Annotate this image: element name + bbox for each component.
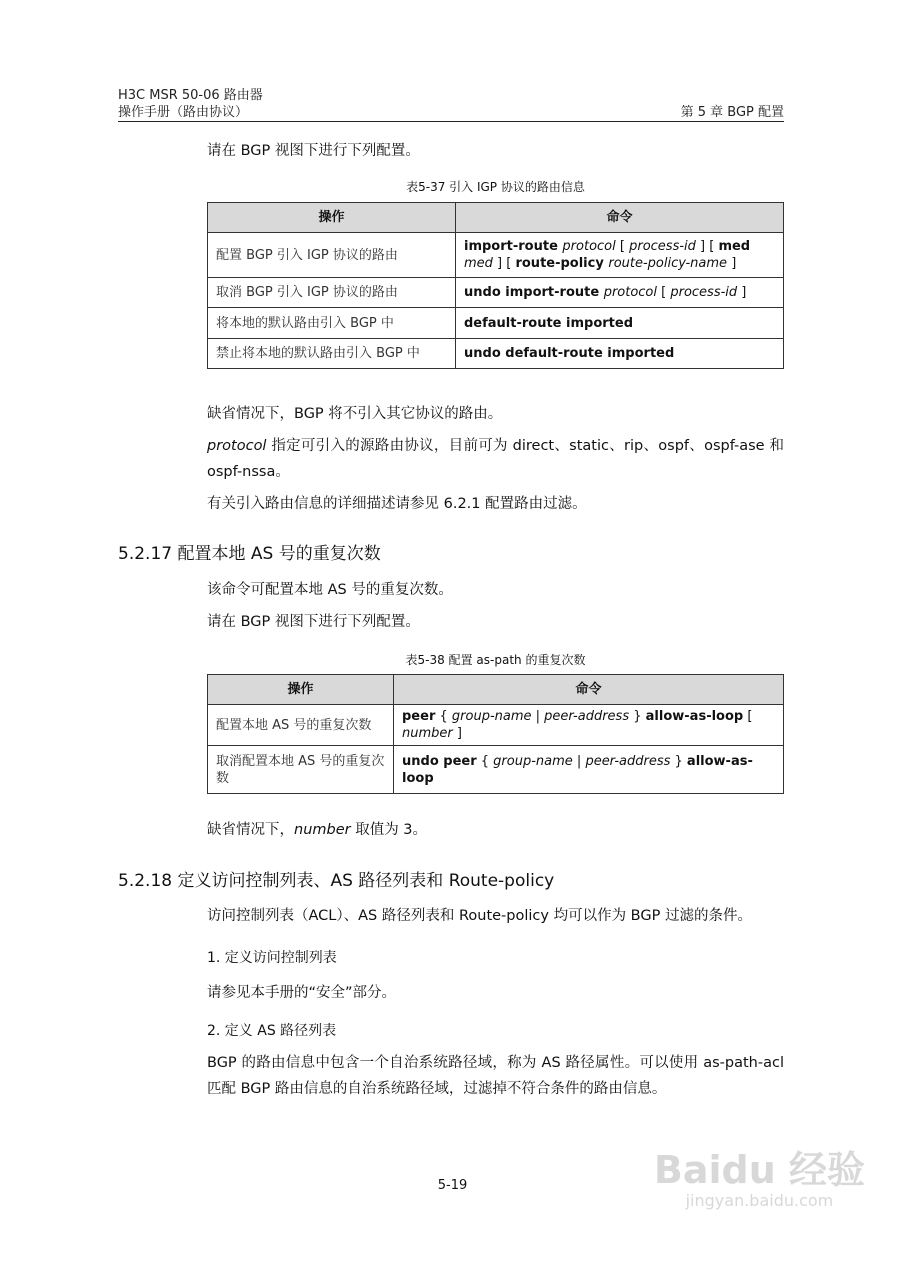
watermark-url: jingyan.baidu.com [685, 1191, 834, 1210]
operation-cell: 配置 BGP 引入 IGP 协议的路由 [208, 233, 456, 278]
command-token: peer [402, 709, 436, 724]
command-token: route-policy [515, 256, 609, 271]
paragraph: 请参见本手册的“安全”部分。 [207, 985, 397, 1001]
table2-caption: 表5-38 配置 as-path 的重复次数 [405, 653, 586, 667]
command-token: } [670, 753, 687, 769]
command-token: } [629, 709, 646, 724]
intro-text: 请在 BGP 视图下进行下列配置。 [207, 143, 420, 159]
table-allow-as-loop [207, 674, 784, 794]
paragraph: 该命令可配置本地 AS 号的重复次数。 [207, 582, 453, 598]
command-token: peer-address [585, 753, 671, 769]
table-row [208, 339, 784, 369]
paragraph [207, 433, 784, 485]
command-token: med [718, 239, 751, 254]
param-name: protocol [207, 438, 267, 454]
command-token: allow-as-loop [645, 709, 744, 724]
command-token: ] [737, 285, 747, 300]
paragraph: BGP 的路由信息中包含一个自治系统路径域，称为 AS 路径属性。可以使用 as-path-acl 匹配 BGP 路由信息的自治系统路径域，过滤掉不符合条件的路由信息。 [207, 1055, 784, 1097]
column-header: 命令 [456, 203, 784, 233]
operation-cell: 禁止将本地的默认路由引入 BGP 中 [208, 339, 456, 369]
header-manual: 操作手册（路由协议） [118, 105, 249, 120]
section-heading: 5.2.18 定义访问控制列表、AS 路径列表和 Route-policy [118, 871, 555, 891]
header-rule [118, 121, 784, 122]
command-token: route-policy-name [608, 256, 728, 271]
section-heading: 5.2.17 配置本地 AS 号的重复次数 [118, 544, 381, 564]
operation-cell: 取消 BGP 引入 IGP 协议的路由 [208, 278, 456, 308]
command-token: import-route [464, 239, 563, 254]
command-token: allow-as-loop [402, 753, 753, 786]
command-token: { [476, 753, 494, 769]
operation-cell: 配置本地 AS 号的重复次数 [208, 705, 394, 746]
paragraph: 有关引入路由信息的详细描述请参见 6.2.1 配置路由过滤。 [207, 496, 587, 512]
param-name: number [294, 822, 351, 838]
table-import-route [207, 202, 784, 369]
header-title [118, 87, 263, 121]
command-token: [ [615, 239, 630, 254]
command-token: ] [452, 726, 462, 741]
column-header: 操作 [208, 203, 456, 233]
paragraph-text: 缺省情况下， [207, 822, 294, 838]
command-cell [394, 705, 784, 746]
command-token: protocol [603, 285, 658, 300]
command-token: ] [ [492, 256, 516, 271]
table-row [208, 278, 784, 308]
command-cell [394, 746, 784, 794]
command-token: group-name [493, 753, 573, 769]
command-token: | [572, 753, 586, 769]
command-token: [ [743, 709, 753, 724]
command-token: process-id [629, 239, 696, 254]
command-token: protocol [562, 239, 616, 254]
table-header-row [208, 675, 784, 705]
paragraph-text: 指定可引入的源路由协议，目前可为 direct、static、rip、ospf、ospf-ase 和 ospf-nssa。 [207, 438, 784, 480]
operation-cell: 取消配置本地 AS 号的重复次数 [208, 746, 394, 794]
paragraph-text: 取值为 3。 [350, 822, 428, 838]
command-token: process-id [670, 285, 738, 300]
operation-cell: 将本地的默认路由引入 BGP 中 [208, 308, 456, 339]
column-header: 操作 [208, 675, 394, 705]
subheading: 2. 定义 AS 路径列表 [207, 1023, 337, 1039]
command-token: ] [ [695, 239, 719, 254]
command-token: ] [727, 256, 737, 271]
command-cell [456, 339, 784, 369]
column-header: 命令 [394, 675, 784, 705]
command-token: undo peer [402, 753, 477, 769]
command-token: undo default-route imported [464, 346, 675, 361]
command-token: peer-address [544, 709, 630, 724]
command-token: | [531, 709, 545, 724]
page-number: 5-19 [437, 1178, 468, 1193]
command-token: [ [657, 285, 671, 300]
table-row [208, 746, 784, 794]
table-header-row [208, 203, 784, 233]
watermark-logo: Baidu 经验 [653, 1148, 865, 1192]
subheading: 1. 定义访问控制列表 [207, 950, 337, 966]
header-chapter: 第 5 章 BGP 配置 [680, 105, 784, 120]
command-token: { [435, 709, 452, 724]
command-cell [456, 308, 784, 339]
table-row [208, 705, 784, 746]
table-row [208, 233, 784, 278]
table-row [208, 308, 784, 339]
paragraph [207, 817, 784, 843]
command-token: default-route imported [464, 315, 634, 331]
command-token: undo import-route [464, 285, 604, 300]
table1-caption: 表5-37 引入 IGP 协议的路由信息 [406, 180, 585, 194]
command-cell [456, 278, 784, 308]
header-product: H3C MSR 50-06 路由器 [118, 88, 263, 103]
command-cell [456, 233, 784, 278]
paragraph: 缺省情况下，BGP 将不引入其它协议的路由。 [207, 406, 503, 422]
baidu-watermark [654, 1150, 865, 1212]
paragraph: 访问控制列表（ACL）、AS 路径列表和 Route-policy 均可以作为 BGP 过滤的条件。 [207, 908, 752, 924]
command-token: group-name [451, 709, 532, 724]
command-token: med [464, 256, 493, 271]
paragraph: 请在 BGP 视图下进行下列配置。 [207, 614, 420, 630]
command-token: number [402, 726, 453, 741]
